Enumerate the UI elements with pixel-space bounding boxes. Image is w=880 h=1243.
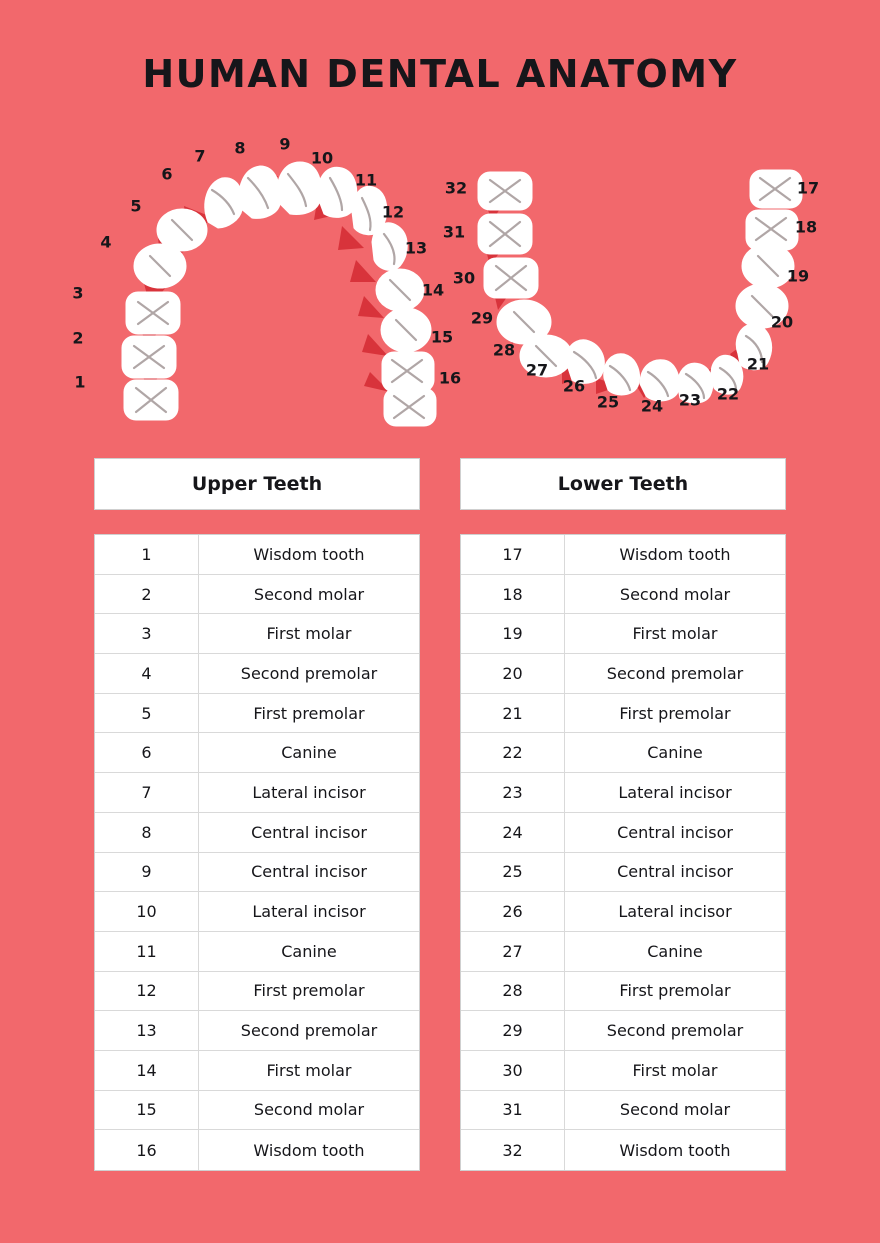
- lower-tooth-number: 27: [525, 360, 549, 380]
- tooth-number-cell: 10: [95, 892, 199, 931]
- upper-tooth-number: 16: [438, 368, 462, 388]
- table-row: [461, 694, 785, 734]
- tooth-number-cell: 4: [95, 654, 199, 693]
- upper-tooth-number: 7: [194, 146, 206, 166]
- tooth-number-cell: 12: [95, 972, 199, 1011]
- tooth-number-cell: 11: [95, 932, 199, 971]
- table-row: [461, 932, 785, 972]
- table-row: [95, 1051, 419, 1091]
- tooth-name-cell: First molar: [266, 1060, 352, 1080]
- table-row: [461, 614, 785, 654]
- tooth-name-cell: Wisdom tooth: [619, 544, 731, 564]
- tooth-number-cell: 16: [95, 1130, 199, 1170]
- tooth-name-cell: Second premolar: [606, 1021, 744, 1041]
- table-row: [95, 853, 419, 893]
- tooth-number-cell: 6: [95, 733, 199, 772]
- tooth-name-cell: Second molar: [619, 1100, 731, 1120]
- lower-tooth-number: 21: [746, 354, 770, 374]
- tooth-number-cell: 1: [95, 535, 199, 574]
- table-row: [95, 694, 419, 734]
- upper-tooth-number: 2: [72, 328, 84, 348]
- table-row: [95, 813, 419, 853]
- tooth-number-cell: 32: [461, 1130, 565, 1170]
- tooth-name-cell: Second molar: [253, 1100, 365, 1120]
- tooth-number-cell: 25: [461, 853, 565, 892]
- tooth-number-cell: 15: [95, 1091, 199, 1130]
- lower-tooth-number: 29: [470, 308, 494, 328]
- upper-teeth-table: [94, 458, 420, 1171]
- table-row: [461, 535, 785, 575]
- upper-tooth-number: 5: [130, 196, 142, 216]
- tooth-name-cell: Second premolar: [240, 1021, 378, 1041]
- tooth-number-cell: 23: [461, 773, 565, 812]
- table-row: [95, 972, 419, 1012]
- tooth-number-cell: 8: [95, 813, 199, 852]
- table-row: [461, 853, 785, 893]
- upper-tooth-number: 9: [279, 134, 291, 154]
- table-row: [95, 614, 419, 654]
- tooth-number-cell: 14: [95, 1051, 199, 1090]
- table-row: [461, 773, 785, 813]
- upper-tooth-number: 3: [72, 283, 84, 303]
- tooth-number-cell: 21: [461, 694, 565, 733]
- tooth-name-cell: First molar: [266, 624, 352, 644]
- tooth-name-cell: Second molar: [253, 584, 365, 604]
- lower-teeth-table-body: [460, 534, 786, 1171]
- upper-arch-svg: [50, 130, 450, 430]
- table-row: [95, 1091, 419, 1131]
- tooth-number-cell: 17: [461, 535, 565, 574]
- upper-tooth-number: 13: [404, 238, 428, 258]
- tooth-number-cell: 18: [461, 575, 565, 614]
- upper-tooth-number: 4: [100, 232, 112, 252]
- table-row: [461, 972, 785, 1012]
- tooth-name-cell: Wisdom tooth: [619, 1140, 731, 1160]
- tooth-name-cell: Lateral incisor: [252, 902, 366, 922]
- tooth-number-cell: 7: [95, 773, 199, 812]
- upper-tooth-number: 6: [161, 164, 173, 184]
- tooth-name-cell: Central incisor: [617, 822, 733, 842]
- dental-diagram: [0, 130, 880, 430]
- tooth-name-cell: Central incisor: [251, 822, 367, 842]
- table-row: [461, 1130, 785, 1170]
- lower-tooth-number: 30: [452, 268, 476, 288]
- table-row: [95, 575, 419, 615]
- table-row: [461, 575, 785, 615]
- lower-tooth-number: 26: [562, 376, 586, 396]
- lower-tooth-number: 18: [794, 217, 818, 237]
- tooth-number-cell: 27: [461, 932, 565, 971]
- table-row: [461, 1011, 785, 1051]
- upper-teeth-table-body: [94, 534, 420, 1171]
- upper-teeth-table-header: Upper Teeth: [94, 458, 420, 510]
- tooth-name-cell: Second molar: [619, 584, 731, 604]
- lower-dental-arch: [420, 130, 840, 430]
- tooth-name-cell: First molar: [632, 624, 718, 644]
- tooth-number-cell: 22: [461, 733, 565, 772]
- tooth-number-cell: 24: [461, 813, 565, 852]
- lower-tooth-number: 23: [678, 390, 702, 410]
- table-row: [461, 813, 785, 853]
- upper-tooth-number: 14: [421, 280, 445, 300]
- tooth-name-cell: First premolar: [253, 981, 365, 1001]
- lower-tooth-number: 32: [444, 178, 468, 198]
- tooth-name-cell: Lateral incisor: [252, 782, 366, 802]
- lower-tooth-number: 28: [492, 340, 516, 360]
- lower-arch-svg: [420, 130, 840, 430]
- tooth-name-cell: Second premolar: [240, 663, 378, 683]
- tooth-number-cell: 2: [95, 575, 199, 614]
- tooth-number-cell: 3: [95, 614, 199, 653]
- tooth-name-cell: First premolar: [253, 703, 365, 723]
- table-row: [95, 535, 419, 575]
- table-row: [461, 1051, 785, 1091]
- table-row: [461, 892, 785, 932]
- tooth-name-cell: First premolar: [619, 981, 731, 1001]
- tooth-name-cell: Central incisor: [251, 862, 367, 882]
- tooth-name-cell: Canine: [647, 941, 703, 961]
- tooth-name-cell: Lateral incisor: [618, 902, 732, 922]
- tooth-number-cell: 29: [461, 1011, 565, 1050]
- tooth-name-cell: Central incisor: [617, 862, 733, 882]
- lower-tooth-number: 17: [796, 178, 820, 198]
- table-row: [95, 932, 419, 972]
- lower-tooth-number: 25: [596, 392, 620, 412]
- table-row: [95, 1130, 419, 1170]
- tooth-number-cell: 30: [461, 1051, 565, 1090]
- lower-tooth-number: 19: [786, 266, 810, 286]
- table-row: [461, 654, 785, 694]
- tooth-name-cell: Wisdom tooth: [253, 544, 365, 564]
- tooth-name-cell: Lateral incisor: [618, 782, 732, 802]
- tooth-number-cell: 13: [95, 1011, 199, 1050]
- tooth-number-cell: 9: [95, 853, 199, 892]
- tooth-name-cell: Second premolar: [606, 663, 744, 683]
- tooth-name-cell: Wisdom tooth: [253, 1140, 365, 1160]
- lower-tooth-number: 22: [716, 384, 740, 404]
- upper-tooth-number: 10: [310, 148, 334, 168]
- lower-teeth-table-header: Lower Teeth: [460, 458, 786, 510]
- tooth-name-cell: First molar: [632, 1060, 718, 1080]
- table-row: [461, 1091, 785, 1131]
- upper-tooth-number: 8: [234, 138, 246, 158]
- table-row: [95, 892, 419, 932]
- tooth-name-cell: Canine: [281, 941, 337, 961]
- upper-tooth-number: 1: [74, 372, 86, 392]
- tooth-number-cell: 26: [461, 892, 565, 931]
- table-row: [95, 654, 419, 694]
- table-row: [95, 773, 419, 813]
- table-row: [461, 733, 785, 773]
- table-row: [95, 1011, 419, 1051]
- upper-tooth-number: 12: [381, 202, 405, 222]
- tooth-name-cell: Canine: [281, 743, 337, 763]
- tooth-number-cell: 19: [461, 614, 565, 653]
- lower-tooth-number: 20: [770, 312, 794, 332]
- lower-tooth-number: 31: [442, 222, 466, 242]
- lower-teeth-table: [460, 458, 786, 1171]
- page-title: HUMAN DENTAL ANATOMY: [142, 52, 738, 96]
- lower-tooth-number: 24: [640, 396, 664, 416]
- tooth-number-cell: 5: [95, 694, 199, 733]
- tooth-number-cell: 31: [461, 1091, 565, 1130]
- upper-tooth-number: 15: [430, 327, 454, 347]
- tooth-name-cell: First premolar: [619, 703, 731, 723]
- table-row: [95, 733, 419, 773]
- tooth-number-cell: 28: [461, 972, 565, 1011]
- tooth-number-cell: 20: [461, 654, 565, 693]
- tooth-name-cell: Canine: [647, 743, 703, 763]
- upper-tooth-number: 11: [354, 170, 378, 190]
